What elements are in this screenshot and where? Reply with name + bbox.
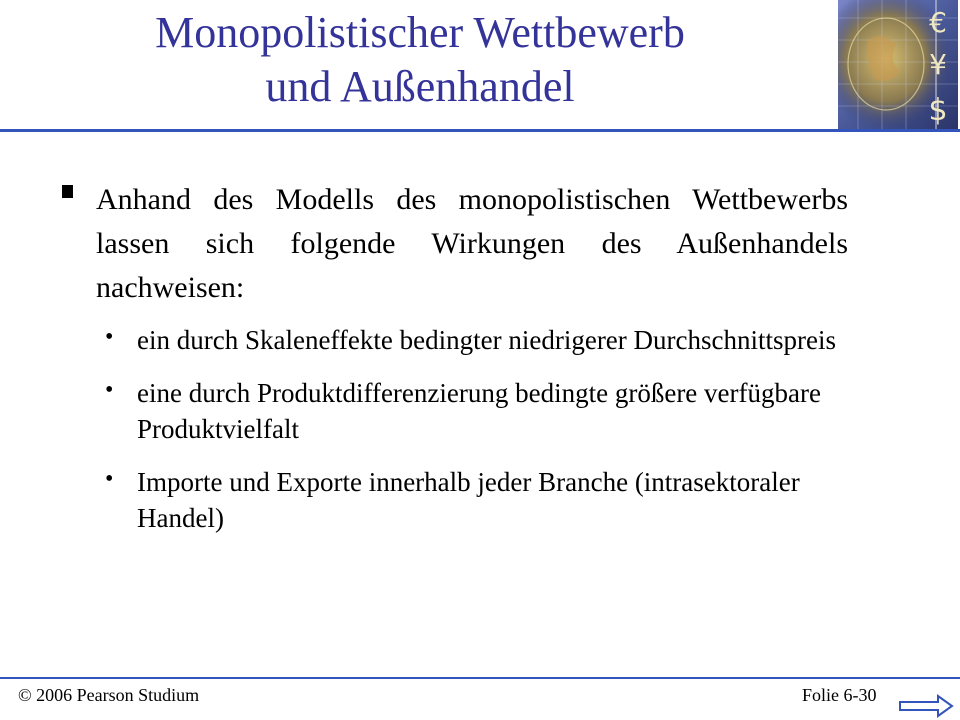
title-line-1: Monopolistischer Wettbewerb <box>155 8 685 57</box>
main-bullet-point <box>58 178 848 310</box>
copyright-notice: © 2006 Pearson Studium <box>18 685 200 705</box>
list-item-text: ein durch Skaleneffekte bedingter niedrigerer Durchschnittspreis <box>137 325 836 355</box>
title-divider <box>0 129 960 132</box>
slide-number: Folie 6-30 <box>802 685 877 705</box>
dot-bullet-icon: • <box>105 377 114 403</box>
square-bullet-icon <box>62 185 73 198</box>
title-line-2: und Außenhandel <box>265 62 575 111</box>
main-bullet-text: Anhand des Modells des monopolistischen Wettbewerbs lassen sich folgende Wirkungen des Außenhandels nachweisen: <box>96 183 848 304</box>
dot-bullet-icon: • <box>105 466 114 492</box>
sub-bullet-list <box>95 322 875 553</box>
list-item <box>95 464 875 536</box>
right-arrow-icon[interactable] <box>898 694 954 718</box>
svg-text:¥: ¥ <box>929 48 947 81</box>
slide-title <box>40 6 800 114</box>
list-item-text: Importe und Exporte innerhalb jeder Branche (intrasektoraler Handel) <box>137 467 800 533</box>
dot-bullet-icon: • <box>105 324 114 350</box>
footer-divider <box>0 677 960 679</box>
currency-globe-logo-icon <box>838 0 958 130</box>
list-item <box>95 322 875 358</box>
svg-text:€: € <box>929 6 947 39</box>
svg-text:$: $ <box>928 93 948 128</box>
list-item-text: eine durch Produktdifferenzierung bedingte größere verfügbare Produktvielfalt <box>137 378 821 444</box>
list-item <box>95 375 875 447</box>
